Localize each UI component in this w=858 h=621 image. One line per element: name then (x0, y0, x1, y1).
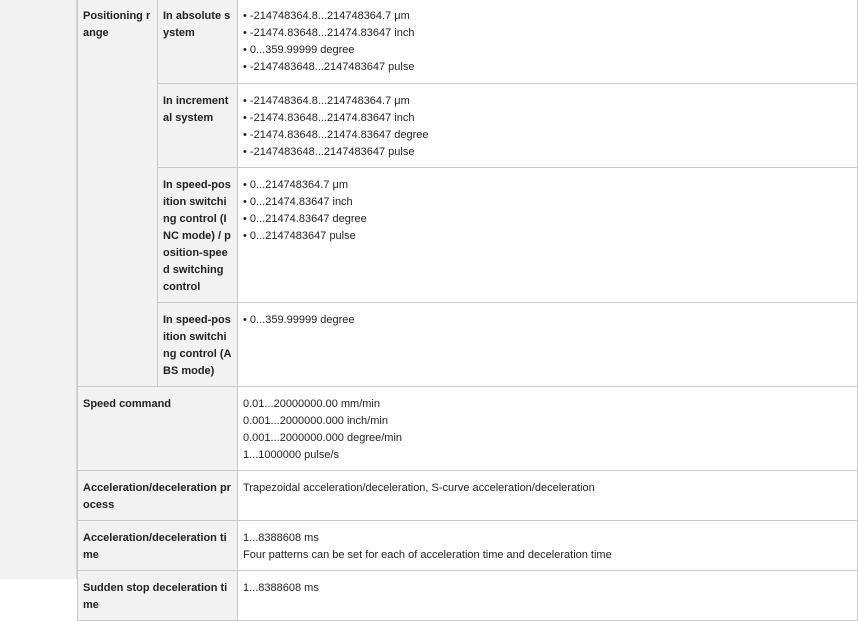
incremental-system-header: In incremental system (158, 84, 238, 168)
accel-time-header: Acceleration/deceleration time (78, 521, 238, 571)
value-line: • -214748364.8...214748364.7 μm (243, 93, 852, 110)
value-line: • -2147483648...2147483647 pulse (243, 144, 852, 161)
value-line: 1...1000000 pulse/s (243, 449, 340, 461)
accel-process-values (238, 471, 858, 521)
value-line: Trapezoidal acceleration/deceleration, S-curve acceleration/deceleration (243, 482, 595, 494)
value-line: Four patterns can be set for each of acceleration time and deceleration time (243, 549, 612, 561)
table-row (78, 0, 858, 84)
left-margin (0, 0, 77, 579)
accel-process-header: Acceleration/deceleration process (78, 471, 238, 521)
speed-position-inc-values (238, 168, 858, 303)
speed-command-header: Speed command (78, 387, 238, 471)
spec-table (77, 0, 858, 621)
value-line: • 0...2147483647 pulse (243, 228, 852, 245)
value-line: 0.001...2000000.000 degree/min (243, 432, 403, 444)
positioning-range-header: Positioning range (78, 0, 158, 387)
speed-position-abs-values (238, 303, 858, 387)
value-line: • 0...21474.83647 inch (243, 194, 852, 211)
value-line: 1...8388608 ms (243, 582, 319, 594)
table-row (78, 84, 858, 168)
value-line: • 0...214748364.7 μm (243, 177, 852, 194)
value-line: 0.01...20000000.00 mm/min (243, 398, 380, 410)
value-line: • -21474.83648...21474.83647 inch (243, 110, 852, 127)
value-line: • 0...21474.83647 degree (243, 211, 852, 228)
value-line: • 0...359.99999 degree (243, 42, 852, 59)
speed-position-abs-header: In speed-position switching control (ABS mode) (158, 303, 238, 387)
table-row (78, 303, 858, 387)
value-line: • -21474.83648...21474.83647 degree (243, 127, 852, 144)
value-line: 0.001...2000000.000 inch/min (243, 415, 388, 427)
value-line: • -21474.83648...21474.83647 inch (243, 25, 852, 42)
absolute-system-values (238, 0, 858, 84)
speed-command-values (238, 387, 858, 471)
value-line: • 0...359.99999 degree (243, 312, 852, 329)
value-line: • -214748364.8...214748364.7 μm (243, 8, 852, 25)
table-row (78, 471, 858, 521)
sudden-stop-header: Sudden stop deceleration time (78, 571, 238, 621)
table-row (78, 571, 858, 621)
sudden-stop-values (238, 571, 858, 621)
incremental-system-values (238, 84, 858, 168)
table-row (78, 168, 858, 303)
accel-time-values (238, 521, 858, 571)
absolute-system-header: In absolute system (158, 0, 238, 84)
value-line: 1...8388608 ms (243, 532, 319, 544)
speed-position-inc-header: In speed-position switching control (INC mode) / position-speed switching control (158, 168, 238, 303)
table-row (78, 387, 858, 471)
table-row (78, 521, 858, 571)
value-line: • -2147483648...2147483647 pulse (243, 59, 852, 76)
